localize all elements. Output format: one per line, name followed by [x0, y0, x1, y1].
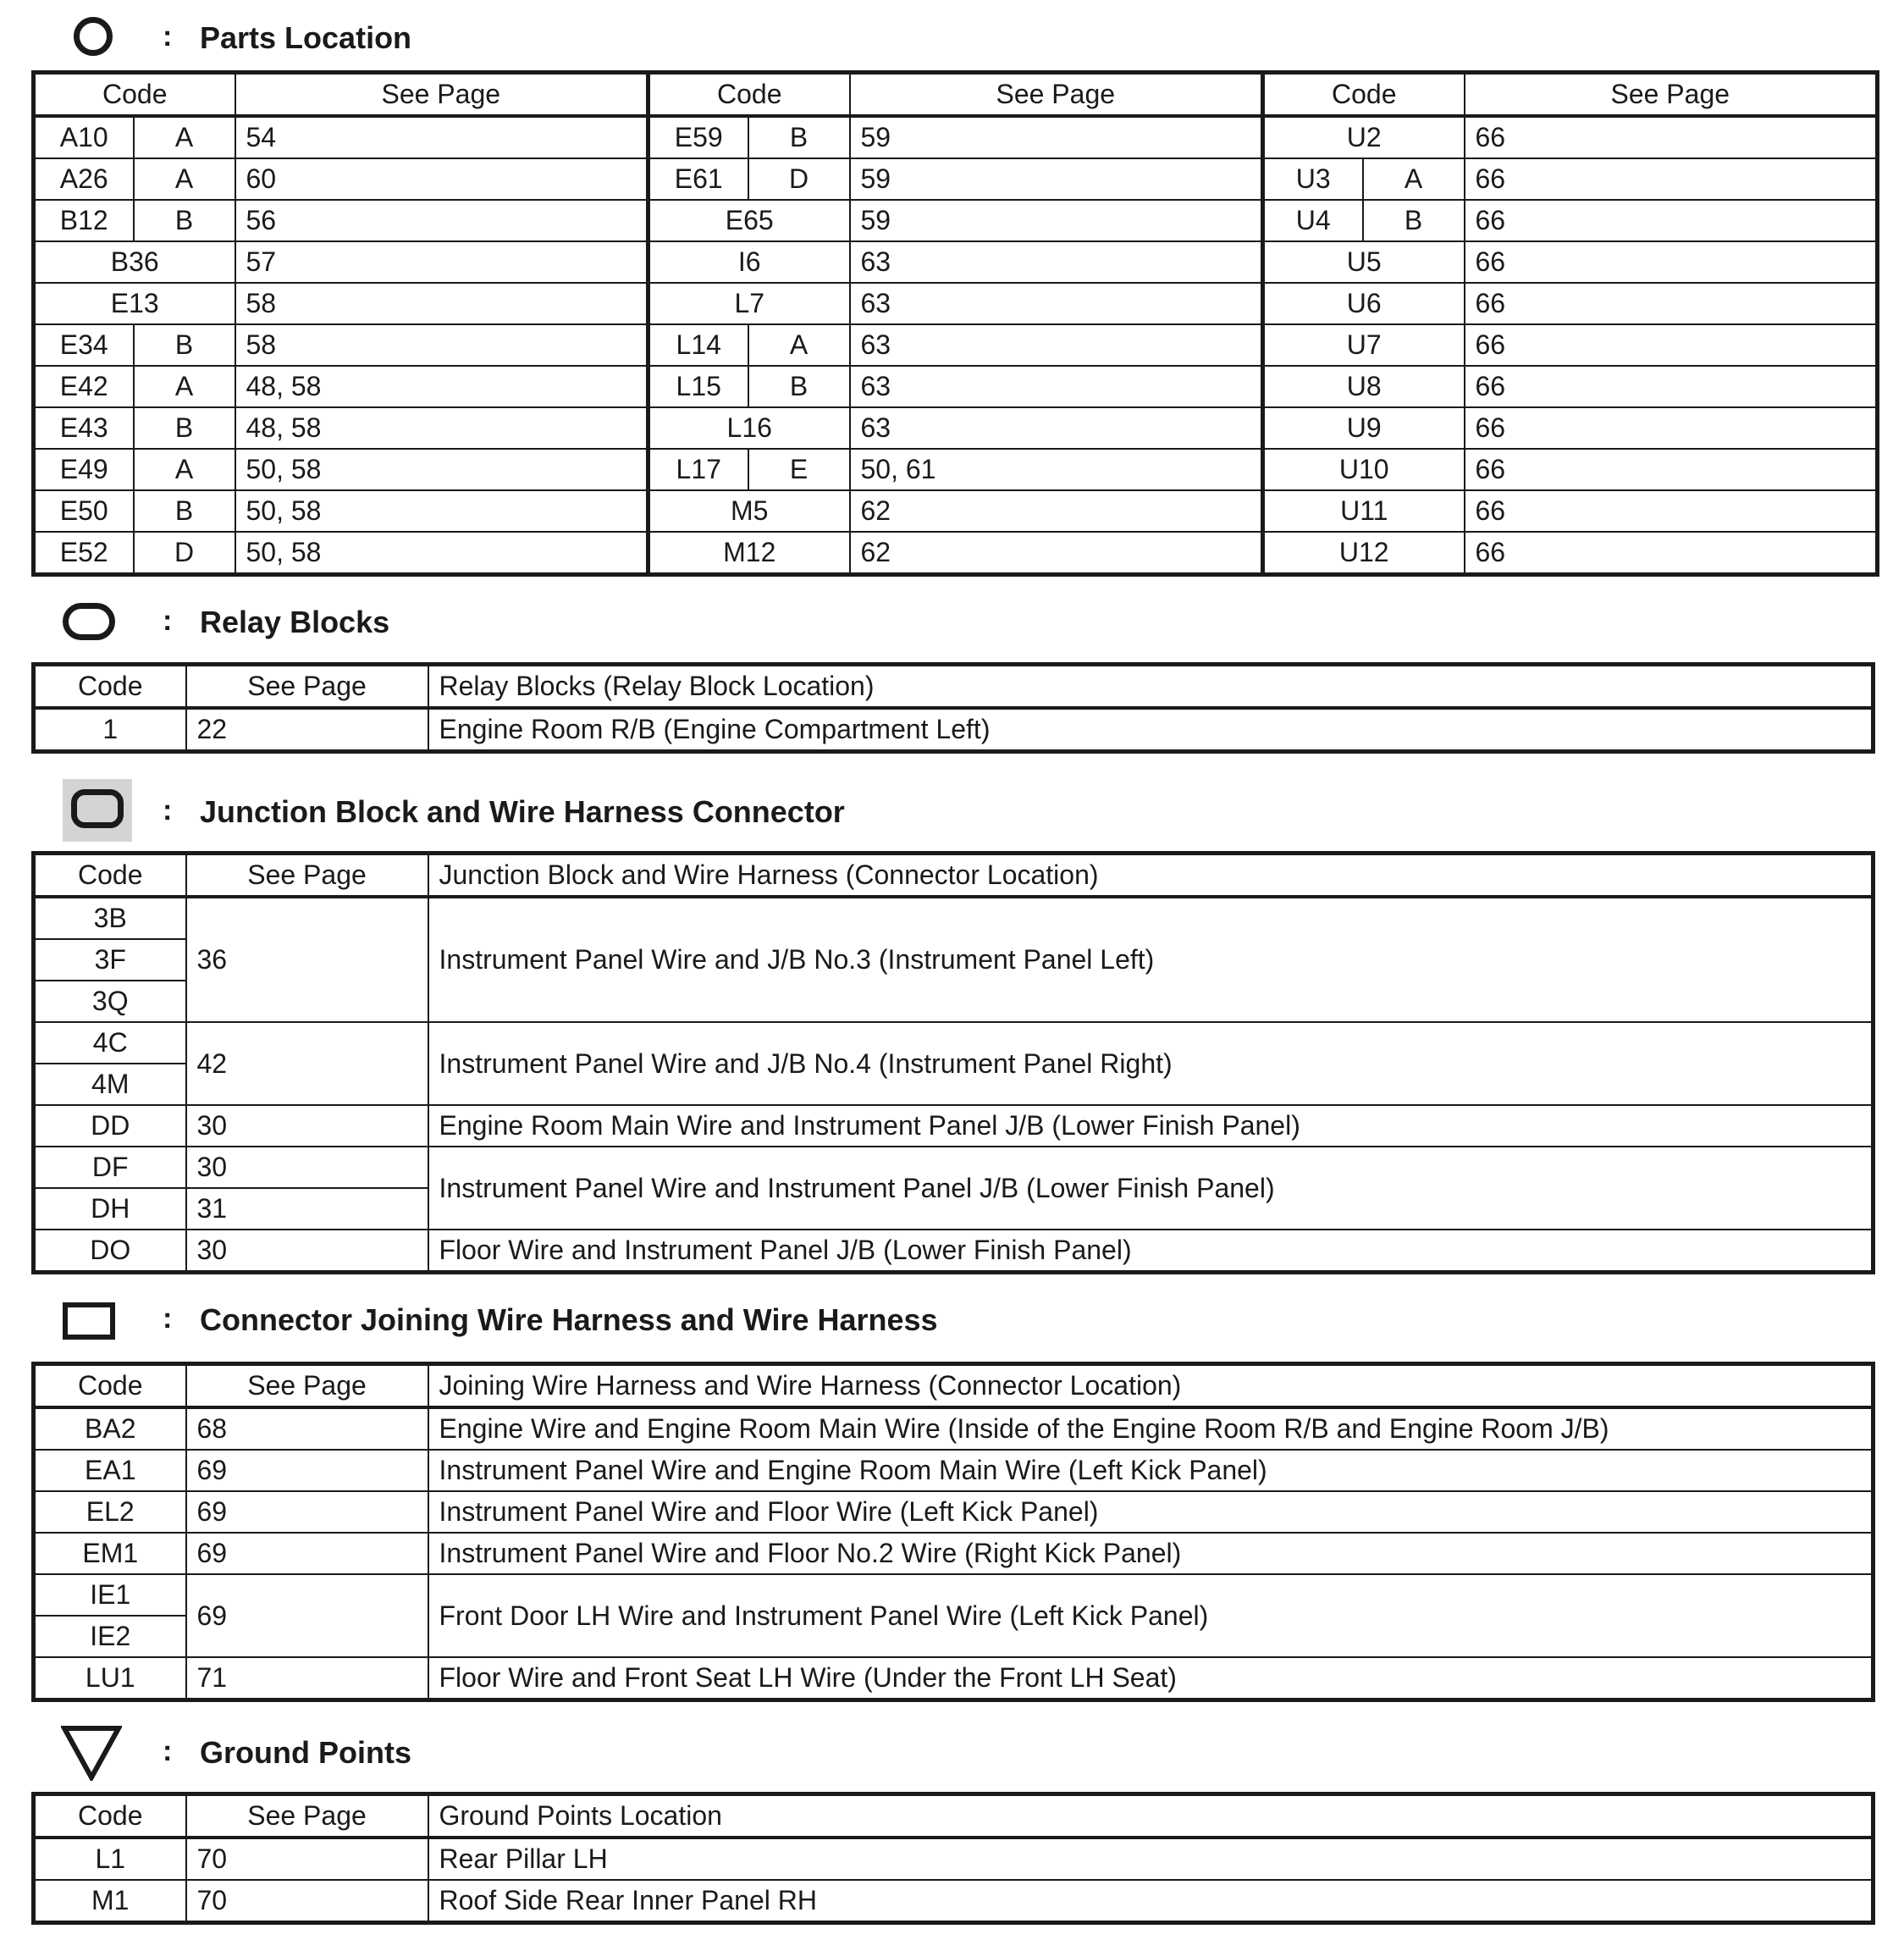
- table-row: [34, 1230, 1874, 1273]
- separator: :: [163, 20, 173, 53]
- part-code: E65: [648, 200, 850, 241]
- column-header-code: Code: [34, 854, 186, 898]
- row-code: 3B: [34, 897, 186, 939]
- part-connector-letter: D: [134, 532, 235, 575]
- table-row: [34, 1105, 1874, 1147]
- ground-points-table: [31, 1792, 1875, 1925]
- part-code: U10: [1263, 449, 1465, 490]
- column-header-code: Code: [34, 1364, 186, 1408]
- part-code: L16: [648, 407, 850, 449]
- part-see-page: 66: [1465, 490, 1878, 532]
- part-code: U8: [1263, 366, 1465, 407]
- part-see-page: 59: [850, 116, 1263, 158]
- row-description: Engine Wire and Engine Room Main Wire (Inside of the Engine Room R/B and Engine Room J/B): [428, 1407, 1874, 1450]
- row-see-page: 69: [186, 1574, 428, 1657]
- part-see-page: 59: [850, 200, 1263, 241]
- row-description: Instrument Panel Wire and Floor Wire (Left Kick Panel): [428, 1491, 1874, 1533]
- part-code: E49: [34, 449, 134, 490]
- part-connector-letter: B: [748, 366, 850, 407]
- part-see-page: 50, 58: [235, 449, 648, 490]
- row-see-page: 36: [186, 897, 428, 1022]
- row-code: LU1: [34, 1657, 186, 1700]
- column-header-see-page: See Page: [850, 73, 1263, 117]
- part-code: U5: [1263, 241, 1465, 283]
- part-see-page: 50, 58: [235, 490, 648, 532]
- part-see-page: 63: [850, 324, 1263, 366]
- table-row: [34, 490, 1878, 532]
- part-code: M5: [648, 490, 850, 532]
- part-see-page: 62: [850, 532, 1263, 575]
- part-code: U12: [1263, 532, 1465, 575]
- part-connector-letter: B: [1363, 200, 1465, 241]
- part-code: U9: [1263, 407, 1465, 449]
- row-see-page: 69: [186, 1491, 428, 1533]
- part-see-page: 66: [1465, 407, 1878, 449]
- section-title-junction-blocks: Junction Block and Wire Harness Connector: [200, 794, 845, 829]
- row-code: 4C: [34, 1022, 186, 1064]
- row-see-page: 70: [186, 1880, 428, 1923]
- part-code: U4: [1263, 200, 1363, 241]
- table-row: [34, 1022, 1874, 1064]
- row-see-page: 71: [186, 1657, 428, 1700]
- column-header-code: Code: [648, 73, 850, 117]
- part-code: E43: [34, 407, 134, 449]
- table-row: [34, 324, 1878, 366]
- row-description: Roof Side Rear Inner Panel RH: [428, 1880, 1874, 1923]
- part-code: L15: [648, 366, 748, 407]
- part-code: E61: [648, 158, 748, 200]
- row-description: Instrument Panel Wire and Engine Room Main Wire (Left Kick Panel): [428, 1450, 1874, 1491]
- triangle-icon: [61, 1725, 122, 1781]
- part-see-page: 66: [1465, 532, 1878, 575]
- parts-location-table: [31, 70, 1879, 577]
- row-code: 3F: [34, 939, 186, 981]
- part-connector-letter: B: [134, 324, 235, 366]
- table-row: [34, 1147, 1874, 1188]
- part-code: M12: [648, 532, 850, 575]
- part-see-page: 66: [1465, 324, 1878, 366]
- column-header-see-page: See Page: [1465, 73, 1878, 117]
- row-see-page: 31: [186, 1188, 428, 1230]
- table-row: [34, 200, 1878, 241]
- part-code: E50: [34, 490, 134, 532]
- column-header-description: Joining Wire Harness and Wire Harness (Connector Location): [428, 1364, 1874, 1408]
- table-row: [34, 116, 1878, 158]
- row-description: Engine Room Main Wire and Instrument Panel J/B (Lower Finish Panel): [428, 1105, 1874, 1147]
- separator: :: [163, 605, 173, 637]
- row-description: Instrument Panel Wire and J/B No.4 (Instrument Panel Right): [428, 1022, 1874, 1105]
- column-header-code: Code: [34, 1794, 186, 1838]
- part-see-page: 58: [235, 283, 648, 324]
- table-row: [34, 1450, 1874, 1491]
- part-code: L14: [648, 324, 748, 366]
- part-see-page: 56: [235, 200, 648, 241]
- column-header-code: Code: [1263, 73, 1465, 117]
- table-header-row: [34, 665, 1874, 709]
- part-see-page: 66: [1465, 241, 1878, 283]
- table-header-row: [34, 73, 1878, 117]
- row-see-page: 30: [186, 1147, 428, 1188]
- part-connector-letter: B: [748, 116, 850, 158]
- part-see-page: 62: [850, 490, 1263, 532]
- row-code: EA1: [34, 1450, 186, 1491]
- part-code: U6: [1263, 283, 1465, 324]
- row-code: DH: [34, 1188, 186, 1230]
- row-code: 4M: [34, 1064, 186, 1105]
- junction-blocks-header: [0, 779, 1904, 838]
- parts-location-header: [0, 0, 1904, 59]
- row-code: DD: [34, 1105, 186, 1147]
- table-row: [34, 407, 1878, 449]
- part-see-page: 66: [1465, 200, 1878, 241]
- part-connector-letter: A: [134, 116, 235, 158]
- part-code: E59: [648, 116, 748, 158]
- row-code: EL2: [34, 1491, 186, 1533]
- table-row: [34, 1880, 1874, 1923]
- column-header-see-page: See Page: [186, 665, 428, 709]
- part-code: B12: [34, 200, 134, 241]
- section-title-connector-joining: Connector Joining Wire Harness and Wire Harness: [200, 1302, 938, 1337]
- table-header-row: [34, 854, 1874, 898]
- row-code: IE1: [34, 1574, 186, 1616]
- part-see-page: 50, 61: [850, 449, 1263, 490]
- row-see-page: 30: [186, 1105, 428, 1147]
- table-row: [34, 1533, 1874, 1574]
- row-code: DO: [34, 1230, 186, 1273]
- part-see-page: 59: [850, 158, 1263, 200]
- row-see-page: 30: [186, 1230, 428, 1273]
- part-see-page: 48, 58: [235, 366, 648, 407]
- row-see-page: 42: [186, 1022, 428, 1105]
- part-code: I6: [648, 241, 850, 283]
- part-code: U3: [1263, 158, 1363, 200]
- part-code: L17: [648, 449, 748, 490]
- column-header-see-page: See Page: [186, 854, 428, 898]
- table-row: [34, 897, 1874, 939]
- row-description: Instrument Panel Wire and Instrument Panel J/B (Lower Finish Panel): [428, 1147, 1874, 1230]
- separator: :: [163, 794, 173, 826]
- part-connector-letter: B: [134, 200, 235, 241]
- row-see-page: 68: [186, 1407, 428, 1450]
- row-code: M1: [34, 1880, 186, 1923]
- junction-blocks-table: [31, 851, 1875, 1274]
- relay-blocks-header: [0, 593, 1904, 652]
- part-see-page: 63: [850, 241, 1263, 283]
- connector-joining-header: [0, 1291, 1904, 1351]
- part-connector-letter: E: [748, 449, 850, 490]
- part-see-page: 63: [850, 366, 1263, 407]
- section-title-ground-points: Ground Points: [200, 1735, 411, 1770]
- column-header-description: Relay Blocks (Relay Block Location): [428, 665, 1874, 709]
- part-see-page: 58: [235, 324, 648, 366]
- table-row: [34, 449, 1878, 490]
- column-header-see-page: See Page: [186, 1794, 428, 1838]
- part-see-page: 57: [235, 241, 648, 283]
- part-code: E13: [34, 283, 235, 324]
- column-header-description: Ground Points Location: [428, 1794, 1874, 1838]
- row-code: 1: [34, 708, 186, 752]
- row-code: 3Q: [34, 981, 186, 1022]
- row-description: Rear Pillar LH: [428, 1838, 1874, 1880]
- table-row: [34, 1657, 1874, 1700]
- separator: :: [163, 1735, 173, 1767]
- row-code: L1: [34, 1838, 186, 1880]
- part-connector-letter: B: [134, 490, 235, 532]
- rectangle-icon: [63, 1302, 115, 1340]
- part-see-page: 66: [1465, 449, 1878, 490]
- row-description: Floor Wire and Instrument Panel J/B (Lower Finish Panel): [428, 1230, 1874, 1273]
- row-description: Engine Room R/B (Engine Compartment Left): [428, 708, 1874, 752]
- part-see-page: 63: [850, 283, 1263, 324]
- row-see-page: 22: [186, 708, 428, 752]
- row-see-page: 69: [186, 1533, 428, 1574]
- table-header-row: [34, 1794, 1874, 1838]
- part-code: E34: [34, 324, 134, 366]
- part-see-page: 54: [235, 116, 648, 158]
- relay-blocks-table: [31, 662, 1875, 754]
- table-row: [34, 366, 1878, 407]
- connector-joining-table: [31, 1362, 1875, 1702]
- part-code: U2: [1263, 116, 1465, 158]
- part-connector-letter: B: [134, 407, 235, 449]
- circle-icon: [74, 17, 113, 56]
- part-see-page: 50, 58: [235, 532, 648, 575]
- part-code: U11: [1263, 490, 1465, 532]
- table-row: [34, 1491, 1874, 1533]
- part-see-page: 66: [1465, 366, 1878, 407]
- column-header-see-page: See Page: [186, 1364, 428, 1408]
- part-connector-letter: D: [748, 158, 850, 200]
- part-code: B36: [34, 241, 235, 283]
- separator: :: [163, 1302, 173, 1335]
- section-title-relay-blocks: Relay Blocks: [200, 605, 390, 639]
- part-see-page: 66: [1465, 158, 1878, 200]
- column-header-code: Code: [34, 665, 186, 709]
- row-description: Floor Wire and Front Seat LH Wire (Under the Front LH Seat): [428, 1657, 1874, 1700]
- table-row: [34, 532, 1878, 575]
- part-see-page: 48, 58: [235, 407, 648, 449]
- part-code: E42: [34, 366, 134, 407]
- table-row: [34, 1838, 1874, 1880]
- row-code: BA2: [34, 1407, 186, 1450]
- row-description: Front Door LH Wire and Instrument Panel Wire (Left Kick Panel): [428, 1574, 1874, 1657]
- table-row: [34, 158, 1878, 200]
- part-code: U7: [1263, 324, 1465, 366]
- part-see-page: 63: [850, 407, 1263, 449]
- table-row: [34, 1407, 1874, 1450]
- column-header-see-page: See Page: [235, 73, 648, 117]
- part-code: A10: [34, 116, 134, 158]
- part-connector-letter: A: [134, 366, 235, 407]
- junction-block-icon: [63, 779, 132, 842]
- table-row: [34, 1574, 1874, 1616]
- part-code: E52: [34, 532, 134, 575]
- part-see-page: 60: [235, 158, 648, 200]
- part-code: L7: [648, 283, 850, 324]
- part-see-page: 66: [1465, 283, 1878, 324]
- table-row: [34, 708, 1874, 752]
- ground-points-header: [0, 1722, 1904, 1781]
- row-see-page: 70: [186, 1838, 428, 1880]
- column-header-code: Code: [34, 73, 235, 117]
- column-header-description: Junction Block and Wire Harness (Connector Location): [428, 854, 1874, 898]
- row-code: IE2: [34, 1616, 186, 1657]
- part-connector-letter: A: [1363, 158, 1465, 200]
- row-code: DF: [34, 1147, 186, 1188]
- row-code: EM1: [34, 1533, 186, 1574]
- part-connector-letter: A: [134, 158, 235, 200]
- section-title-parts-location: Parts Location: [200, 20, 412, 55]
- row-description: Instrument Panel Wire and J/B No.3 (Instrument Panel Left): [428, 897, 1874, 1022]
- part-connector-letter: A: [134, 449, 235, 490]
- part-see-page: 66: [1465, 116, 1878, 158]
- table-row: [34, 241, 1878, 283]
- part-connector-letter: A: [748, 324, 850, 366]
- row-description: Instrument Panel Wire and Floor No.2 Wire (Right Kick Panel): [428, 1533, 1874, 1574]
- table-header-row: [34, 1364, 1874, 1408]
- part-code: A26: [34, 158, 134, 200]
- table-row: [34, 283, 1878, 324]
- oval-icon: [63, 603, 115, 640]
- row-see-page: 69: [186, 1450, 428, 1491]
